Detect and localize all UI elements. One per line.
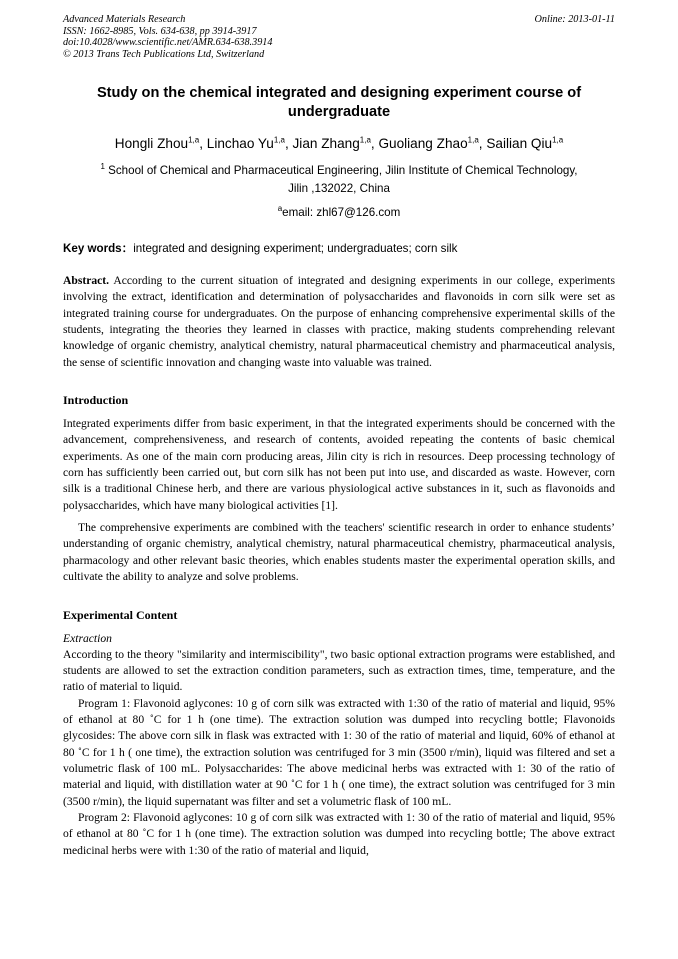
author-affiliation-mark: 1,a — [188, 135, 200, 145]
email-mark: a — [277, 204, 283, 214]
extraction-paragraph-program-1: Program 1: Flavonoid aglycones: 10 g of corn silk was extracted with 1:30 of the ratio of material and liquid, 95% of ethanol at 80 ˚C for 1 h (one time). The extraction solution was dumped into recycling bottle; Flavonoids glycosides: The above corn silk in flask was extracted with 1: 30 of the ratio of material and liquid, 60% of ethanol at 80 ˚C for 1 h ( one time), the extraction solution was centrifuged for 3 min (3500 r/min), liquid was filtered and set a volumetric flask of 100 mL. Polysaccharides: The above medicinal herbs was extracted with 1: 30 of the ratio of material and liquid, with distillation water at 90 ˚C for 1 h ( one time), the extract solution was centrifuged for 3 min (3500 r/min), the liquid supernatant was filter and set a volumetric flask of 100 mL. — [63, 696, 615, 808]
author-affiliation-mark: 1,a — [359, 135, 371, 145]
author-affiliation-mark: 1,a — [273, 135, 285, 145]
keywords-text: integrated and designing experiment; undergraduates; corn silk — [133, 242, 458, 255]
title-line-1: Study on the chemical integrated and designing experiment course of — [96, 85, 582, 101]
journal-name: Advanced Materials Research — [63, 14, 186, 25]
author-separator: , — [478, 136, 487, 151]
abstract-paragraph — [63, 273, 615, 371]
abstract-label: Abstract. — [63, 274, 110, 287]
online-date: Online: 2013-01-11 — [534, 14, 615, 25]
intro-paragraph-1: Integrated experiments differ from basic experiment, in that the integrated experiments should be concerned with the advancement, comprehensiveness, and research of contents, avoided repeating the contents of basic chemical experiments. As one of the main corn producing areas, Jilin city is rich in resources. Deep processing technology of corn has sufficiently been carried out, but corn silk has not been put into use, and discarded as waste. However, corn silk is a traditional Chinese herb, and there are various physiological active substances in it, such as flavonoids and polysaccharides, which have many biological activities [1]. — [63, 417, 615, 512]
running-header — [63, 14, 615, 60]
email-line — [63, 206, 615, 220]
extraction-paragraph-program-2: Program 2: Flavonoid aglycones: 10 g of corn silk was extracted with 1: 30 of the ratio of material and liquid, 95% of ethanol at 80 ˚C for 1 h (one time). The extraction solution was dumped into recycling bottle; The above extract medicinal herbs were with 1:30 of the ratio of material and liquid, — [63, 810, 615, 857]
author-name: Sailian Qiu — [486, 136, 553, 151]
affiliation — [63, 162, 615, 198]
author-separator: , — [199, 136, 207, 151]
keywords — [63, 240, 615, 256]
author-name: Hongli Zhou — [114, 136, 189, 151]
section-heading-introduction: Introduction — [63, 393, 129, 408]
issn-line: ISSN: 1662-8985, Vols. 634-638, pp 3914-3917 — [63, 25, 257, 37]
affiliation-mark: 1 — [100, 162, 105, 172]
doi-line: doi:10.4028/www.scientific.net/AMR.634-638.3914 — [63, 37, 273, 48]
paper-title — [63, 84, 615, 122]
email-address: email: zhl67@126.com — [282, 206, 401, 219]
author-separator: , — [370, 136, 379, 151]
author-affiliation-mark: 1,a — [467, 135, 479, 145]
keywords-label: Key words： — [63, 242, 134, 255]
author-affiliation-mark: 1,a — [552, 135, 564, 145]
copyright-line: © 2013 Trans Tech Publications Ltd, Switzerland — [63, 48, 265, 60]
author-name: Guoliang Zhao — [378, 136, 468, 151]
extraction-paragraph-1: According to the theory "similarity and intermiscibility", two basic optional extraction programs were established, and students are allowed to set the extraction condition parameters, such as extraction times, time, temperature, and the ratio of material to liquid. — [63, 647, 615, 694]
affiliation-line-1: School of Chemical and Pharmaceutical Engineering, Jilin Institute of Chemical Technology, — [104, 164, 578, 177]
subsection-heading-extraction: Extraction — [63, 631, 112, 645]
author-separator: , — [284, 136, 293, 151]
title-line-2: undergraduate — [287, 104, 391, 120]
abstract-text: According to the current situation of integrated and designing experiments in our college, experiments involving the extract, identification and determination of polysaccharides and flavonoids in corn silk were set as integrated training course for undergraduates. On the purpose of enhancing comprehensive experimental skills of the students, integrating the theories they learned in classes with practice, making students comprehending relevant knowledge of organic chemistry, analytical chemistry, natural pharmaceutical chemistry and pharmaceutical analysis, the sense of scientific innovation and changing waste into valuable was trained. — [63, 274, 615, 369]
affiliation-line-2: Jilin ,132022, China — [288, 182, 390, 195]
author-list — [63, 135, 615, 153]
intro-paragraph-2: The comprehensive experiments are combined with the teachers' scientific research in order to enhance students’ understanding of organic chemistry, analytical chemistry, natural pharmaceutical chemistry, pharmaceutical analysis, pharmacology and other relevant basic theories, which enables students master the experimental operation skills, and cultivate the ability to analyze and solve problems. — [63, 521, 615, 584]
author-name: Linchao Yu — [206, 136, 274, 151]
section-heading-experimental: Experimental Content — [63, 607, 178, 622]
author-name: Jian Zhang — [292, 136, 360, 151]
